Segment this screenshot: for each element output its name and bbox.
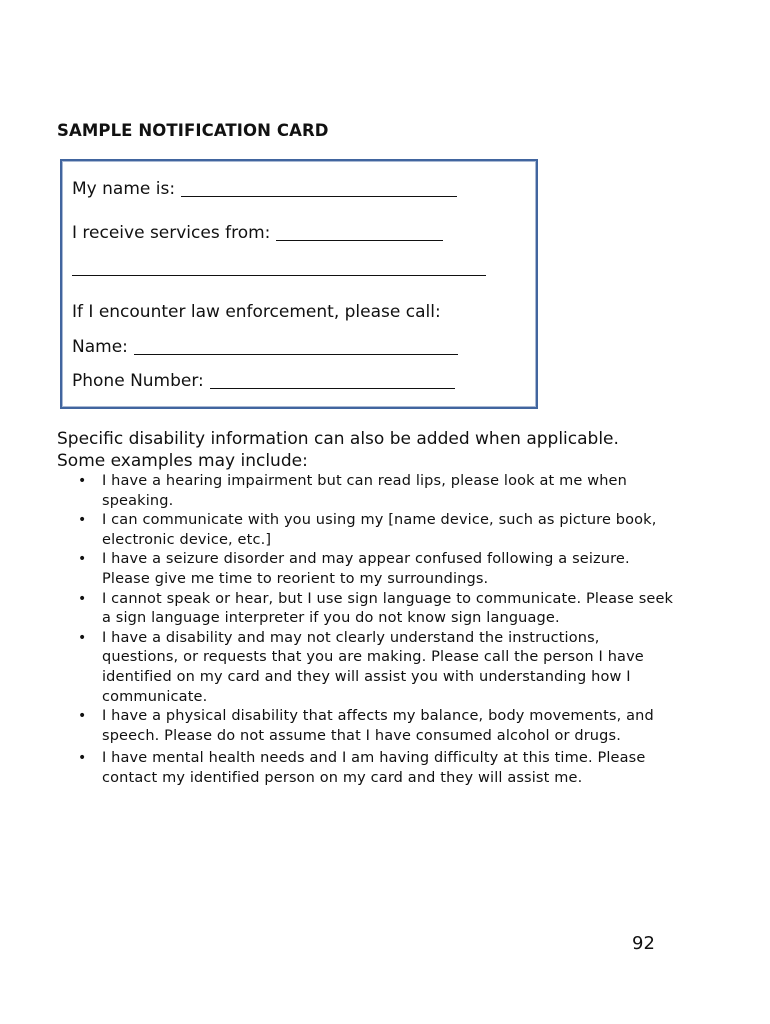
list-item — [57, 550, 677, 589]
phone-row — [72, 371, 455, 391]
services-blank — [276, 239, 443, 241]
list-item — [57, 511, 677, 550]
name-label: My name is: — [72, 179, 176, 199]
law-enforcement-label: If I encounter law enforcement, please call: — [72, 302, 441, 322]
list-item-text: I have mental health needs and I am having difficulty at this time. Please contact my identified person on my card and they will assist me. — [102, 750, 646, 786]
bullet-icon: • — [78, 750, 87, 767]
name-row — [72, 179, 457, 199]
list-item-text: I have a seizure disorder and may appear confused following a seizure. Please give me time to reorient to my surroundings. — [102, 551, 630, 587]
bullet-icon: • — [78, 473, 87, 489]
notification-card — [60, 159, 538, 409]
list-item-text: I cannot speak or hear, but I use sign language to communicate. Please seek a sign language interpreter if you do not know sign language. — [102, 590, 674, 627]
list-item — [57, 629, 677, 707]
page-number: 92 — [632, 933, 655, 954]
intro-line-2: Some examples may include: — [57, 451, 308, 471]
contact-name-label: Name: — [72, 337, 128, 357]
bullet-icon: • — [78, 551, 87, 568]
bullet-icon: • — [78, 590, 87, 607]
services-continuation-blank — [72, 275, 486, 276]
intro-line-1: Specific disability information can also be added when applicable. — [57, 429, 619, 449]
bullet-icon: • — [78, 512, 87, 529]
contact-name-row — [72, 337, 458, 357]
name-blank — [181, 195, 457, 197]
list-item-text: I can communicate with you using my [name device, such as picture book, electronic device, etc.] — [102, 512, 657, 548]
contact-name-blank — [134, 353, 458, 355]
services-row — [72, 223, 443, 243]
list-item-text: I have a physical disability that affects my balance, body movements, and speech. Please do not assume that I have consumed alcohol or drugs. — [102, 708, 654, 744]
bullet-icon: • — [78, 629, 87, 646]
list-item-text: I have a disability and may not clearly understand the instructions, questions, or requests that you are making. Please call the person I have identified on my card and they will assist you with understanding how I communicate. — [102, 629, 644, 705]
phone-blank — [210, 387, 455, 389]
phone-label: Phone Number: — [72, 371, 204, 391]
page-title: SAMPLE NOTIFICATION CARD — [57, 121, 329, 140]
list-item — [57, 590, 677, 629]
bullet-icon: • — [78, 708, 87, 725]
law-enforcement-row — [72, 302, 441, 322]
list-item — [57, 749, 677, 788]
list-item — [57, 707, 677, 746]
services-label: I receive services from: — [72, 223, 271, 243]
list-item — [57, 472, 677, 511]
list-item-text: I have a hearing impairment but can read lips, please look at me when speaking. — [102, 473, 627, 509]
intro-paragraph — [57, 428, 619, 472]
examples-list — [57, 472, 677, 789]
